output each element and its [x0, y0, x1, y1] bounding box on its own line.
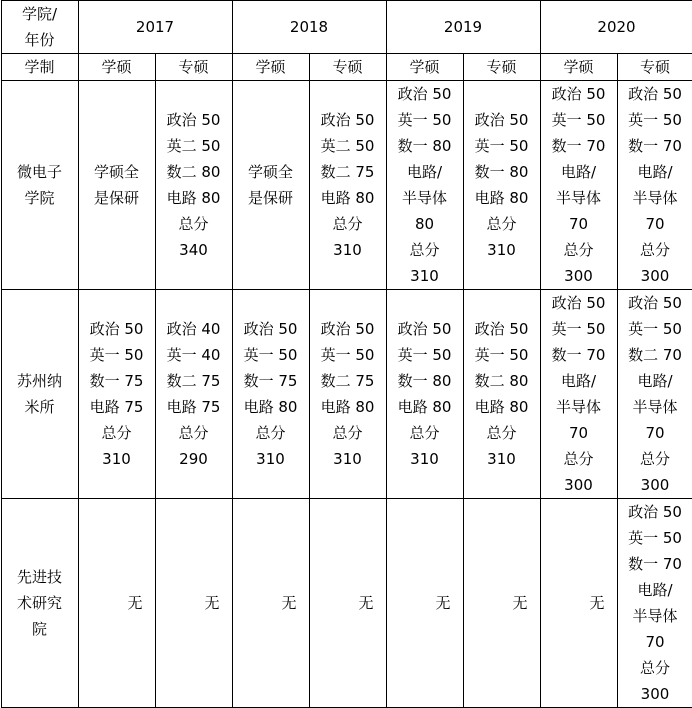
score-line: 英一 50: [620, 107, 691, 133]
score-line: 政治 50: [620, 499, 691, 525]
college-name-cell: [1, 499, 78, 708]
score-line: 无: [543, 590, 605, 616]
score-cell: [386, 499, 463, 708]
score-cell: [232, 81, 309, 290]
corner-header-cell: [1, 1, 78, 54]
score-line: 总分: [235, 420, 307, 446]
score-line: 电路 80: [389, 394, 461, 420]
year-header-2019: 2019: [386, 1, 540, 54]
degree-type-cell: 学硕: [540, 54, 617, 81]
score-line: 70: [543, 211, 615, 237]
score-line: 英一 50: [312, 342, 384, 368]
score-line: 政治 50: [312, 316, 384, 342]
college-name-line: 先进技: [4, 564, 76, 590]
score-line: 电路 80: [235, 394, 307, 420]
score-cell: [78, 290, 155, 499]
score-line: 电路/: [543, 368, 615, 394]
score-line: 政治 50: [235, 316, 307, 342]
score-line: 数二 75: [158, 368, 230, 394]
college-name-line: 学院: [4, 185, 76, 211]
degree-type-cell: 专硕: [463, 54, 540, 81]
score-line: 无: [158, 590, 220, 616]
degree-type-cell: 专硕: [155, 54, 232, 81]
score-line: 无: [389, 590, 451, 616]
score-line: 总分: [158, 211, 230, 237]
score-cell: [540, 290, 617, 499]
score-line: 英一 50: [81, 342, 153, 368]
score-line: 政治 50: [466, 316, 538, 342]
score-line: 学硕全: [235, 159, 307, 185]
score-cell: [309, 290, 386, 499]
score-line: 总分: [389, 420, 461, 446]
score-line: 电路 75: [81, 394, 153, 420]
score-line: 310: [312, 446, 384, 472]
score-line: 总分: [543, 237, 615, 263]
score-line: 数一 75: [235, 368, 307, 394]
score-cell: [232, 290, 309, 499]
score-line: 政治 50: [312, 107, 384, 133]
score-line: 数一 80: [466, 159, 538, 185]
score-line: 英一 50: [543, 107, 615, 133]
score-cell: [309, 81, 386, 290]
college-name-line: 术研究: [4, 590, 76, 616]
score-line: 80: [389, 211, 461, 237]
score-cell: [463, 81, 540, 290]
degree-type-cell: 专硕: [309, 54, 386, 81]
score-line: 政治 50: [620, 81, 691, 107]
score-cell: [386, 81, 463, 290]
score-line: 政治 50: [158, 107, 230, 133]
college-name-cell: [1, 81, 78, 290]
score-line: 英一 50: [389, 107, 461, 133]
score-cell: [155, 81, 232, 290]
score-line: 半导体: [620, 603, 691, 629]
score-line: 电路/: [620, 368, 691, 394]
score-cell: [386, 290, 463, 499]
score-line: 310: [389, 263, 461, 289]
score-line: 英一 50: [466, 342, 538, 368]
score-cell: [617, 499, 692, 708]
score-line: 政治 40: [158, 316, 230, 342]
score-line: 数二 80: [466, 368, 538, 394]
score-line: 无: [235, 590, 297, 616]
score-line: 70: [620, 211, 691, 237]
score-line: 电路/: [620, 577, 691, 603]
score-line: 总分: [158, 420, 230, 446]
score-line: 70: [620, 420, 691, 446]
score-line: 70: [543, 420, 615, 446]
score-line: 数一 70: [543, 342, 615, 368]
score-line: 总分: [620, 655, 691, 681]
college-name-line: 苏州纳: [4, 368, 76, 394]
score-line: 电路 80: [312, 394, 384, 420]
score-line: 政治 50: [620, 290, 691, 316]
admission-score-table: [1, 0, 692, 708]
degree-type-cell: 学硕: [386, 54, 463, 81]
score-line: 英一 50: [389, 342, 461, 368]
score-cell: [540, 81, 617, 290]
score-line: 无: [312, 590, 374, 616]
score-line: 英一 50: [543, 316, 615, 342]
score-line: 电路/: [389, 159, 461, 185]
score-line: 英二 50: [312, 133, 384, 159]
score-cell: [617, 81, 692, 290]
score-line: 政治 50: [81, 316, 153, 342]
score-cell: [232, 499, 309, 708]
score-line: 电路 80: [466, 394, 538, 420]
score-line: 总分: [312, 211, 384, 237]
score-cell: [463, 499, 540, 708]
score-line: 学硕全: [81, 159, 153, 185]
college-name-line: 米所: [4, 394, 76, 420]
score-line: 英一 50: [235, 342, 307, 368]
score-cell: [309, 499, 386, 708]
degree-type-cell: 学硕: [78, 54, 155, 81]
score-line: 电路/: [620, 159, 691, 185]
table-row-microelectronics: [1, 81, 692, 290]
college-name-cell: [1, 290, 78, 499]
score-line: 总分: [389, 237, 461, 263]
table-row-suzhou-nano: [1, 290, 692, 499]
year-header-2017: 2017: [78, 1, 232, 54]
score-cell: [155, 499, 232, 708]
degree-type-cell: 专硕: [617, 54, 692, 81]
college-name-line: 院: [4, 616, 76, 642]
score-line: 300: [620, 681, 691, 707]
score-line: 电路 80: [466, 185, 538, 211]
score-line: 是保研: [235, 185, 307, 211]
score-line: 300: [620, 263, 691, 289]
score-line: 数二 70: [620, 342, 691, 368]
score-line: 总分: [466, 420, 538, 446]
score-line: 310: [312, 237, 384, 263]
score-line: 310: [235, 446, 307, 472]
score-line: 电路 75: [158, 394, 230, 420]
score-cell: [617, 290, 692, 499]
table-row-advanced-tech: [1, 499, 692, 708]
score-line: 数二 75: [312, 368, 384, 394]
corner-line: 学院/: [4, 1, 76, 27]
score-line: 政治 50: [466, 107, 538, 133]
year-header-2020: 2020: [540, 1, 692, 54]
score-cell: [540, 499, 617, 708]
score-line: 290: [158, 446, 230, 472]
score-cell: [463, 290, 540, 499]
score-cell: [78, 499, 155, 708]
score-line: 数一 70: [620, 133, 691, 159]
score-line: 半导体: [620, 185, 691, 211]
score-line: 半导体: [543, 394, 615, 420]
score-line: 310: [389, 446, 461, 472]
score-line: 数一 75: [81, 368, 153, 394]
score-line: 总分: [620, 237, 691, 263]
score-line: 数二 75: [312, 159, 384, 185]
score-line: 300: [543, 263, 615, 289]
score-line: 电路 80: [158, 185, 230, 211]
score-line: 70: [620, 629, 691, 655]
score-line: 数一 70: [620, 551, 691, 577]
year-header-row: [1, 1, 692, 54]
score-line: 无: [466, 590, 528, 616]
score-line: 总分: [81, 420, 153, 446]
score-line: 政治 50: [389, 316, 461, 342]
score-line: 英一 40: [158, 342, 230, 368]
score-line: 英二 50: [158, 133, 230, 159]
score-line: 300: [543, 472, 615, 498]
score-line: 总分: [620, 446, 691, 472]
score-line: 半导体: [620, 394, 691, 420]
score-cell: [78, 81, 155, 290]
system-label-cell: 学制: [1, 54, 78, 81]
score-line: 340: [158, 237, 230, 263]
score-line: 英一 50: [466, 133, 538, 159]
year-header-2018: 2018: [232, 1, 386, 54]
score-cell: [155, 290, 232, 499]
score-line: 数一 80: [389, 368, 461, 394]
score-line: 数一 70: [543, 133, 615, 159]
score-line: 半导体: [543, 185, 615, 211]
score-line: 英一 50: [620, 316, 691, 342]
score-line: 英一 50: [620, 525, 691, 551]
score-line: 数二 80: [158, 159, 230, 185]
score-line: 总分: [543, 446, 615, 472]
corner-line: 年份: [4, 27, 76, 53]
score-line: 电路 80: [312, 185, 384, 211]
score-line: 310: [466, 237, 538, 263]
score-line: 电路/: [543, 159, 615, 185]
score-line: 总分: [312, 420, 384, 446]
score-line: 无: [81, 590, 143, 616]
score-line: 政治 50: [543, 290, 615, 316]
score-line: 数一 80: [389, 133, 461, 159]
score-line: 310: [81, 446, 153, 472]
score-line: 300: [620, 472, 691, 498]
score-line: 政治 50: [543, 81, 615, 107]
degree-type-cell: 学硕: [232, 54, 309, 81]
degree-type-row: [1, 54, 692, 81]
score-line: 政治 50: [389, 81, 461, 107]
score-line: 半导体: [389, 185, 461, 211]
score-line: 总分: [466, 211, 538, 237]
college-name-line: 微电子: [4, 159, 76, 185]
score-line: 是保研: [81, 185, 153, 211]
score-line: 310: [466, 446, 538, 472]
